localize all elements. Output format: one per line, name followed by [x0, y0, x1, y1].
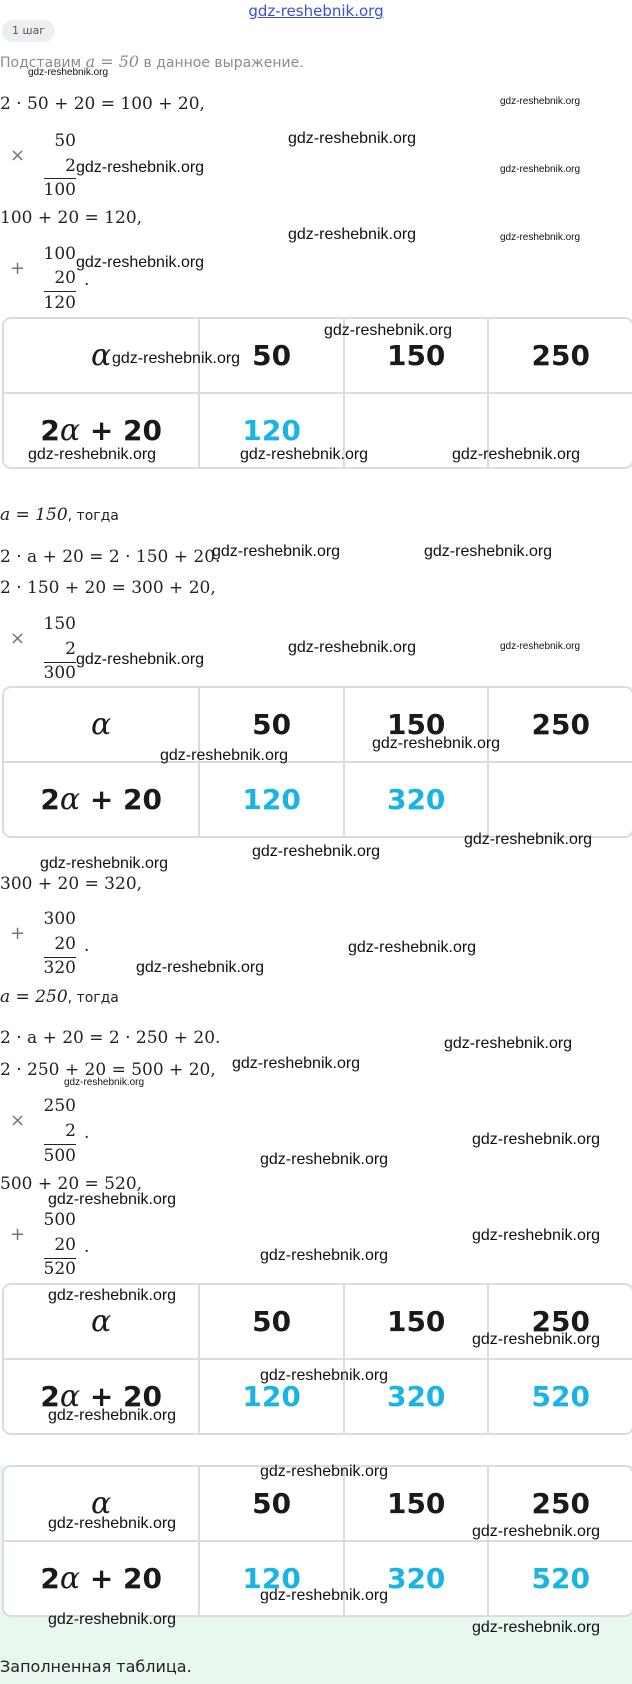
- watermark: gdz-reshebnik.org: [64, 1077, 145, 1088]
- header-cell: 150: [343, 1285, 488, 1358]
- result-cell: 120: [198, 1360, 343, 1433]
- b1-add-bottom: 20: [54, 268, 76, 288]
- b2-mult-top: 150: [43, 614, 76, 634]
- expr-post: + 20: [80, 414, 163, 447]
- header-cell: 250: [487, 1467, 632, 1540]
- expression-cell: [4, 763, 198, 836]
- b1-mult-result: 100: [43, 180, 76, 200]
- watermark: gdz-reshebnik.org: [232, 1055, 361, 1072]
- header-cell: 150: [343, 1467, 488, 1540]
- watermark: gdz-reshebnik.org: [500, 164, 581, 175]
- result-cell: 320: [343, 1542, 488, 1615]
- watermark: gdz-reshebnik.org: [444, 1035, 573, 1052]
- expression-cell: [4, 1542, 198, 1615]
- watermark: gdz-reshebnik.org: [472, 1523, 601, 1540]
- value-table-2: [2, 686, 632, 838]
- result-cell: 120: [198, 1542, 343, 1615]
- header-cell: 50: [198, 688, 343, 761]
- watermark: gdz-reshebnik.org: [212, 543, 341, 560]
- watermark: gdz-reshebnik.org: [260, 1151, 389, 1168]
- watermark: gdz-reshebnik.org: [472, 1619, 601, 1636]
- filled-table-caption: Заполненная таблица.: [0, 1657, 192, 1676]
- b3-mult-line: [44, 1144, 76, 1145]
- watermark: gdz-reshebnik.org: [252, 843, 381, 860]
- b1-eq2: 100 + 20 = 120,: [0, 208, 143, 228]
- b1-add-line: [44, 291, 76, 292]
- alpha-symbol: α: [59, 413, 81, 448]
- alpha-symbol: α: [59, 1561, 81, 1596]
- watermark: gdz-reshebnik.org: [472, 1227, 601, 1244]
- b3-add-tail: .: [84, 1237, 90, 1257]
- watermark: gdz-reshebnik.org: [500, 232, 581, 243]
- b2-add-tail: .: [84, 936, 90, 956]
- expr-post: + 20: [80, 1562, 163, 1595]
- b2-condition: [0, 505, 119, 525]
- result-cell: 520: [487, 1542, 632, 1615]
- b3-eq1: 2 · a + 20 = 2 · 250 + 20.: [0, 1028, 221, 1048]
- header-cell: 250: [487, 319, 632, 392]
- expr-post: + 20: [80, 1380, 163, 1413]
- header-cell: 150: [343, 688, 488, 761]
- b3-add-bottom: 20: [54, 1235, 76, 1255]
- result-cell: 520: [487, 1360, 632, 1433]
- step-badge: 1 шаг: [2, 20, 55, 42]
- result-cell: 320: [343, 1360, 488, 1433]
- watermark: gdz-reshebnik.org: [260, 1247, 389, 1264]
- expr-post: + 20: [80, 783, 163, 816]
- b3-mult-top: 250: [43, 1096, 76, 1116]
- b3-mult-op: ×: [10, 1110, 26, 1131]
- b2-eq1: 2 · a + 20 = 2 · 150 + 20.: [0, 547, 221, 567]
- watermark: gdz-reshebnik.org: [76, 651, 205, 668]
- watermark: gdz-reshebnik.org: [112, 350, 241, 367]
- b1-eq1: 2 · 50 + 20 = 100 + 20,: [0, 94, 205, 114]
- b2-mult-result: 300: [43, 663, 76, 683]
- watermark: gdz-reshebnik.org: [452, 446, 581, 463]
- b3-mult-tail: .: [84, 1123, 90, 1143]
- expr-pre: 2: [40, 1380, 60, 1413]
- b3-cond-text: , тогда: [67, 990, 119, 1006]
- b1-mult-line: [44, 178, 76, 179]
- watermark: gdz-reshebnik.org: [500, 641, 581, 652]
- watermark: gdz-reshebnik.org: [48, 1191, 177, 1208]
- b1-add-tail: .: [84, 270, 90, 290]
- header-cell: 250: [487, 688, 632, 761]
- alpha-symbol: α: [59, 1379, 81, 1414]
- alpha-symbol: α: [91, 707, 112, 742]
- table-row: [4, 761, 632, 836]
- b2-add-result: 320: [43, 958, 76, 978]
- alpha-symbol: α: [91, 1304, 112, 1339]
- b3-eq3: 500 + 20 = 520,: [0, 1174, 143, 1194]
- watermark: gdz-reshebnik.org: [372, 735, 501, 752]
- b3-condition: [0, 987, 119, 1007]
- watermark: gdz-reshebnik.org: [424, 543, 553, 560]
- watermark: gdz-reshebnik.org: [288, 639, 417, 656]
- header-cell: 50: [198, 1467, 343, 1540]
- watermark: gdz-reshebnik.org: [472, 1331, 601, 1348]
- watermark: gdz-reshebnik.org: [76, 254, 205, 271]
- intro-text-after: в данное выражение.: [139, 55, 304, 71]
- result-cell: 120: [198, 394, 343, 467]
- result-cell: 120: [198, 763, 343, 836]
- site-link[interactable]: gdz-reshebnik.org: [248, 2, 384, 20]
- b2-eq3: 300 + 20 = 320,: [0, 874, 143, 894]
- b2-eq2: 2 · 150 + 20 = 300 + 20,: [0, 578, 216, 598]
- watermark: gdz-reshebnik.org: [28, 446, 157, 463]
- watermark: gdz-reshebnik.org: [48, 1611, 177, 1628]
- result-cell: [487, 763, 632, 836]
- table-row: [4, 688, 632, 761]
- watermark: gdz-reshebnik.org: [472, 1131, 601, 1148]
- b3-cond-math: a = 250: [0, 987, 68, 1007]
- intro-math: a = 50: [85, 52, 140, 71]
- b3-add-result: 520: [43, 1259, 76, 1279]
- b1-add-result: 120: [43, 293, 76, 313]
- b1-add-op: +: [10, 258, 26, 279]
- watermark: gdz-reshebnik.org: [464, 831, 593, 848]
- header-cell: 50: [198, 1285, 343, 1358]
- result-cell: 320: [343, 763, 488, 836]
- b2-mult-bottom: 2: [65, 639, 76, 659]
- b2-add-bottom: 20: [54, 934, 76, 954]
- b3-mult-result: 500: [43, 1146, 76, 1166]
- watermark: gdz-reshebnik.org: [240, 446, 369, 463]
- watermark: gdz-reshebnik.org: [160, 747, 289, 764]
- expr-pre: 2: [40, 783, 60, 816]
- expr-pre: 2: [40, 1562, 60, 1595]
- header-cell: 150: [343, 319, 488, 392]
- b2-mult-op: ×: [10, 628, 26, 649]
- watermark: gdz-reshebnik.org: [28, 67, 109, 78]
- watermark: gdz-reshebnik.org: [76, 159, 205, 176]
- watermark: gdz-reshebnik.org: [48, 1515, 177, 1532]
- b3-add-top: 500: [43, 1210, 76, 1230]
- header-cell: 250: [487, 1285, 632, 1358]
- watermark: gdz-reshebnik.org: [324, 322, 453, 339]
- expr-pre: 2: [40, 414, 60, 447]
- alpha-symbol: α: [91, 338, 112, 373]
- header-cell: 50: [198, 319, 343, 392]
- b1-mult-bottom: 2: [65, 156, 76, 176]
- alpha-symbol: α: [91, 1486, 112, 1521]
- watermark: gdz-reshebnik.org: [348, 939, 477, 956]
- b2-add-top: 300: [43, 909, 76, 929]
- b2-cond-math: a = 150: [0, 505, 68, 525]
- watermark: gdz-reshebnik.org: [136, 959, 265, 976]
- b3-add-op: +: [10, 1224, 26, 1245]
- intro-text-before: Подставим: [0, 55, 86, 71]
- watermark: gdz-reshebnik.org: [500, 96, 581, 107]
- watermark: gdz-reshebnik.org: [260, 1367, 389, 1384]
- b1-add-top: 100: [43, 244, 76, 264]
- watermark: gdz-reshebnik.org: [288, 226, 417, 243]
- b3-mult-bottom: 2: [65, 1121, 76, 1141]
- watermark: gdz-reshebnik.org: [40, 855, 169, 872]
- b2-add-op: +: [10, 923, 26, 944]
- watermark: gdz-reshebnik.org: [48, 1287, 177, 1304]
- table-row: [4, 319, 632, 392]
- b2-cond-text: , тогда: [67, 508, 119, 524]
- b3-eq2: 2 · 250 + 20 = 500 + 20,: [0, 1060, 216, 1080]
- watermark: gdz-reshebnik.org: [260, 1587, 389, 1604]
- b1-mult-top: 50: [54, 131, 76, 151]
- watermark: gdz-reshebnik.org: [260, 1463, 389, 1480]
- watermark: gdz-reshebnik.org: [288, 130, 417, 147]
- alpha-symbol: α: [59, 782, 81, 817]
- b1-mult-op: ×: [10, 145, 26, 166]
- watermark: gdz-reshebnik.org: [48, 1407, 177, 1424]
